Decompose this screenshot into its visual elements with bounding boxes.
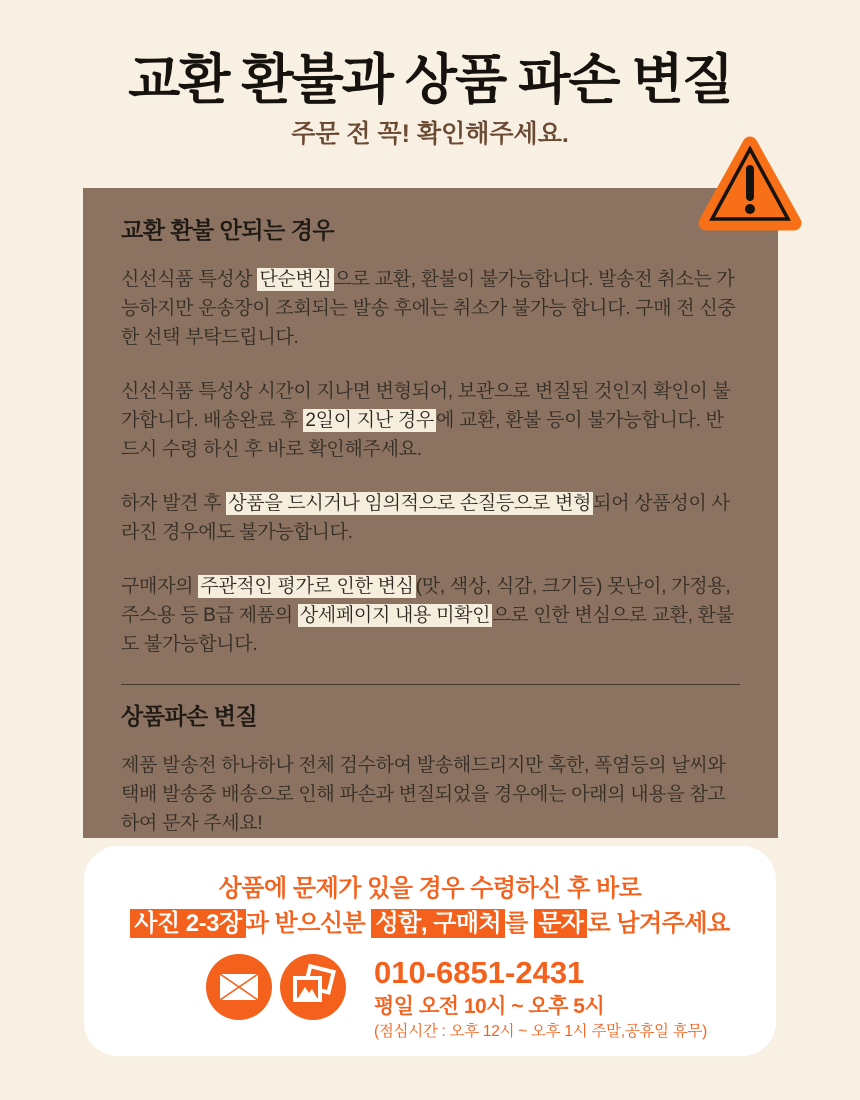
text-segment: 로 남겨주세요 (587, 910, 730, 937)
text-segment: 과 받으신분 (245, 910, 372, 937)
text-segment: 신선식품 특성상 (121, 269, 258, 290)
chip-sms: 문자 (534, 909, 587, 938)
contact-box (84, 846, 776, 1056)
phone-number: 010-6851-2431 (374, 955, 585, 990)
policy-paragraph-4 (121, 572, 740, 659)
chip-photos: 사진 2-3장 (130, 909, 245, 938)
section-divider (121, 684, 740, 685)
phone-block (374, 954, 707, 1041)
policy-paragraph-3 (121, 489, 740, 547)
text-segment: 하자 발견 후 (121, 493, 227, 514)
policy-paragraph-5: 제품 발송전 하나하나 전체 검수하여 발송해드리지만 혹한, 폭염등의 날씨와 택배 발송중 배송으로 인해 파손과 변질되었을 경우에는 아래의 내용을 참고하여 문자 주세요! (121, 755, 726, 834)
header (0, 0, 860, 148)
highlighted-text: 상품을 드시거나 임의적으로 손질등으로 변형 (228, 493, 592, 514)
mail-icon (206, 954, 272, 1020)
chip-name-store: 성함, 구매처 (371, 909, 505, 938)
page-title: 교환 환불과 상품 파손 변질 (128, 50, 732, 110)
warning-triangle-icon (697, 134, 803, 234)
text-segment: 에 교환, 환불 등이 불가능합니다. 반드시 수령 하신 후 바로 확인해주세요. (121, 410, 724, 460)
text-segment: 으로 교환, 환불이 불가능합니다. 발송전 취소는 가능하지만 운송장이 조회되는 발송 후에는 취소가 불가능 합니다. 구매 전 신중한 선택 부탁드립니다. (121, 269, 736, 348)
business-hours: 평일 오전 10시 ~ 오후 5시 (374, 995, 605, 1018)
contact-instruction-line2 (84, 908, 776, 940)
highlighted-text: 주관적인 평가로 인한 변심 (200, 576, 414, 597)
highlighted-text: 단순변심 (259, 269, 332, 290)
policy-box (83, 188, 778, 838)
text-segment: 으로 인한 변심으로 교환, 환불도 불가능합니다. (121, 605, 734, 655)
section-heading-damage: 상품파손 변질 (121, 703, 258, 729)
text-segment: 신선식품 특성상 시간이 지나면 변형되어, 보관으로 변질된 것인지 확인이 불가합니다. 배송완료 후 (121, 381, 731, 431)
section-heading-no-refund: 교환 환불 안되는 경우 (121, 217, 335, 243)
text-segment: 구매자의 (121, 576, 199, 597)
contact-row (206, 954, 776, 1041)
highlighted-text: 2일이 지난 경우 (305, 410, 434, 431)
highlighted-text: 상세페이지 내용 미확인 (299, 605, 491, 626)
policy-paragraph-2 (121, 377, 740, 464)
lunch-hours-note: (점심시간 : 오후 12시 ~ 오후 1시 주말,공휴일 휴무) (374, 1023, 707, 1040)
text-segment: 를 (505, 910, 535, 937)
text-segment: (맛, 색상, 식감, 크기등) 못난이, 가정용, 주스용 등 B급 제품의 (121, 576, 731, 626)
policy-paragraph-1 (121, 265, 740, 352)
page-subtitle: 주문 전 꼭! 확인해주세요. (291, 120, 569, 148)
text-segment: 되어 상품성이 사라진 경우에도 불가능합니다. (121, 493, 730, 543)
photo-icon (280, 954, 346, 1020)
contact-instruction-line1: 상품에 문제가 있을 경우 수령하신 후 바로 (218, 875, 642, 902)
